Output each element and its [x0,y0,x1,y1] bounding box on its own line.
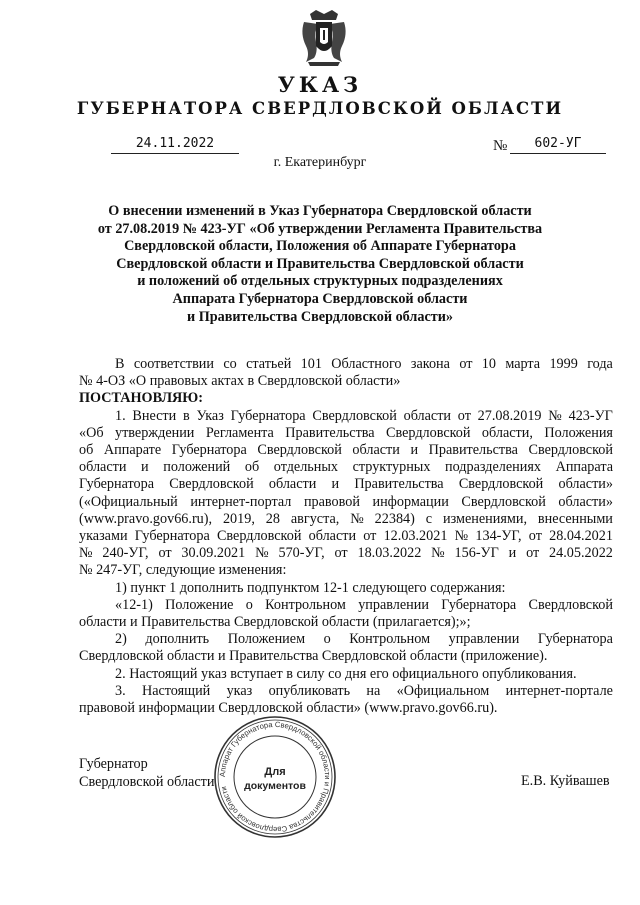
stamp-center-line2: документов [244,780,306,792]
word: от [334,545,348,562]
body-line: Свердловской области и Правительства Свердловской области (приложение). [79,648,548,665]
word: 570-УГ, [278,545,325,562]
issue-city: г. Екатеринбург [273,155,367,170]
word: 2) [115,631,127,648]
word: от [158,545,172,562]
body-line [79,476,613,493]
word: Губернатора [441,596,517,613]
word: от [459,356,473,372]
word: от [526,545,540,562]
word: № [255,545,269,562]
word: Положения [544,424,613,441]
word: (www.pravo.gov66.ru), [79,510,213,527]
word: соответствии [133,356,214,372]
word: в [182,407,190,424]
body-line [79,545,613,562]
word: Свердловской [257,442,342,459]
body-line [79,631,613,648]
word: Положением [227,631,306,648]
word: опубликовать [268,682,351,699]
word: № [548,407,562,424]
word: о [245,596,253,613]
word: области [403,407,452,424]
word: указ [226,682,253,699]
heading-line: Аппарата Губернатора Свердловской области [172,290,468,307]
signatory-name: Е.В. Куйвашев [521,773,610,789]
word: указами [79,528,128,545]
word: об [244,459,260,476]
body-line: правовой информации Свердловской области» (www.pravo.gov66.ru). [79,700,498,717]
heading-line: и Правительства Свердловской области» [186,308,453,325]
word: и [331,476,340,493]
word: 27.08.2019 [477,407,542,424]
word: управлении [358,596,429,613]
word: Свердловской [528,442,613,459]
body-line [79,356,613,373]
word: 423-УГ [568,407,613,424]
word: изменениями, [443,510,527,527]
word: Контрольном [349,631,431,648]
word: интернет-портале [505,682,613,699]
word: положений [163,459,231,476]
body-line: 1) пункт 1 дополнить подпунктом 12-1 следующего содержания: [115,579,506,596]
word: 10 [481,356,496,372]
stamp-center-line1: Для [264,766,286,778]
word: и [410,442,419,459]
word: № [79,545,93,562]
word: области [79,459,127,476]
coat-of-arms-icon [296,8,352,68]
word: 240-УГ, [102,545,149,562]
word: 134-УГ, [475,528,522,545]
document-type-title: УКАЗ [277,72,363,97]
word: области [308,528,357,545]
word: и [508,545,517,562]
word: 1999 [549,356,578,372]
word: Свердловской [216,528,302,545]
word: Аппарате [103,442,162,459]
word: от [457,407,471,424]
word: области [352,442,400,459]
word: 30.09.2021 [181,545,246,562]
word: года [587,356,613,372]
body-line [79,528,613,545]
position-line: Губернатор [79,756,148,772]
body-line [79,408,613,425]
number-label: № [493,138,508,154]
word: В [115,356,125,372]
decree-keyword: ПОСТАНОВЛЯЮ: [79,390,204,407]
word: 1. [115,407,126,424]
word: Правительства [428,442,518,459]
word: Аппарата [555,459,613,476]
body-line [79,597,613,614]
word: структурных [352,459,431,476]
word: со [223,356,237,372]
word: Губернатора [230,407,306,424]
decree-number: 602-УГ [510,136,606,154]
word: и [141,459,149,476]
heading-line: от 27.08.2019 № 423-УГ «Об утверждении Регламента Правительства [97,220,543,237]
word: управлении [448,631,520,648]
word: «12-1) [115,596,153,613]
word: Свердловской [386,424,471,441]
stamp-ring-text: Аппарат Губернатора Свердловской области и Правительства Свердловской области [217,719,333,835]
word: утверждении [115,424,195,441]
word: дополнить [145,631,210,648]
signatory-position [79,755,214,791]
word: марта [505,356,541,372]
word: интернет-портал [190,493,292,510]
word: 101 [300,356,322,372]
body-line [79,459,613,476]
word: Губернатора [79,476,155,493]
body-line [79,494,613,511]
word: («Официальный [79,493,178,510]
official-stamp [213,715,337,839]
word: Свердловской [312,407,397,424]
word: Регламента [205,424,274,441]
word: статьей [246,356,292,372]
word: об [79,442,94,459]
word: Положение [165,596,234,613]
word: 28.04.2021 [549,528,613,545]
word: Свердловской [528,596,613,613]
body-line [79,511,613,528]
body-line [79,683,613,700]
heading-line: и положений об отдельных структурных подразделениях [137,273,503,290]
issuer-title: ГУБЕРНАТОРА СВЕРДЛОВСКОЙ ОБЛАСТИ [76,99,564,118]
body-line: № 247-УГ, следующие изменения: [79,562,287,579]
body-line: № 4-ОЗ «О правовых актах в Свердловской области» [79,373,401,390]
word: Губернатора [134,528,210,545]
word: Губернатора [171,442,247,459]
word: области [268,476,317,493]
body-line [79,425,613,442]
word: с [425,510,433,527]
word: 24.05.2022 [549,545,613,562]
body-line: области и Правительства Свердловской области (прилагается);»; [79,614,471,631]
heading-line: О внесении изменений в Указ Губернатора Свердловской области [108,203,532,219]
word: о [323,631,331,648]
word: 3. [115,682,126,699]
word: 18.03.2022 [357,545,422,562]
word: правовой [303,493,360,510]
word: № [431,545,445,562]
decree-date: 24.11.2022 [111,136,239,154]
decree-heading [60,203,580,326]
word: Свердловской [458,476,544,493]
word: от [528,528,542,545]
body-line: 2. Настоящий указ вступает в силу со дня его официального опубликования. [115,665,577,682]
word: Правительства [354,476,444,493]
heading-line: Свердловской области и Правительства Свердловской области [116,255,524,272]
word: № [350,510,364,527]
word: от [363,528,377,545]
word: Указ [196,407,224,424]
word: «Официальном [396,682,490,699]
word: «Об [79,424,104,441]
word: области» [558,476,613,493]
word: Контрольном [265,596,346,613]
word: области» [558,493,613,510]
word: на [366,682,381,699]
word: 12.03.2021 [383,528,448,545]
word: внесенными [537,510,613,527]
word: Свердловской [461,493,546,510]
word: информации [372,493,449,510]
word: Областного [331,356,402,372]
word: Губернатора [537,631,613,648]
word: августа, [290,510,340,527]
word: Свердловской [169,476,254,493]
decree-body [79,356,613,717]
word: области, [481,424,533,441]
position-line: Свердловской области [79,774,215,790]
word: Внести [132,407,177,424]
heading-line: Свердловской области, Положения об Аппарате Губернатора [124,238,516,255]
word: 2019, [222,510,255,527]
word: № [454,528,469,545]
word: 28 [265,510,280,527]
body-line [79,442,613,459]
word: Правительства [285,424,375,441]
word: Настоящий [141,682,211,699]
word: 156-УГ [454,545,499,562]
word: отдельных [273,459,339,476]
word: 22384) [374,510,415,527]
word: закона [410,356,450,372]
word: подразделениях [445,459,541,476]
